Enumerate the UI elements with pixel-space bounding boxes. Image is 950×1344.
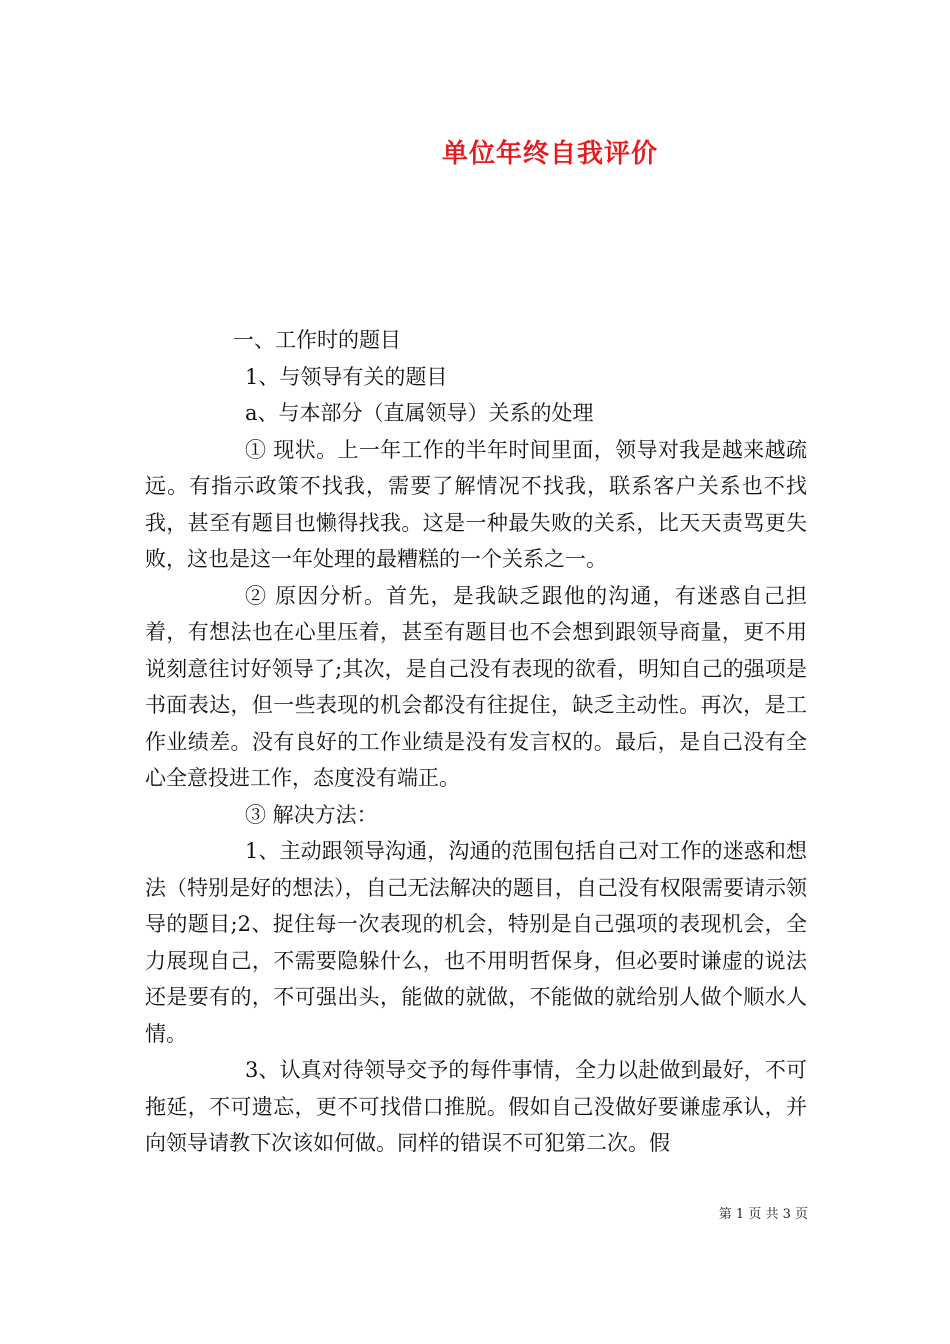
subsection-heading: 1、与领导有关的题目 — [245, 364, 448, 389]
paragraph-solution-3: 3、认真对待领导交予的每件事情，全力以赴做到最好，不可拖延，不可遗忘，更不可找借口推脱。假如自己没做好要谦虚承认，并向领导请教下次该如何做。同样的错误不可犯第二次。假 — [145, 1058, 807, 1155]
document-title: 单位年终自我评价 — [441, 139, 658, 169]
paragraph-solution-heading: ③ 解决方法： — [245, 802, 378, 827]
paragraph-status: ① 现状。上一年工作的半年时间里面，领导对我是越来越疏远。有指示政策不找我，需要了解情况不找我，联系客户关系也不找我，甚至有题目也懒得找我。这是一种最失败的关系，比天天责骂更失败，这也是这一年处理的最糟糕的一个关系之一。 — [145, 437, 807, 571]
section-heading: 一、工作时的题目 — [233, 328, 401, 352]
sub-subsection-heading: a、与本部分（直属领导）关系的处理 — [245, 401, 594, 425]
page-number-footer: 第 1 页 共 3 页 — [718, 1207, 808, 1222]
paragraph-cause-analysis: ② 原因分析。首先，是我缺乏跟他的沟通，有迷惑自己担着，有想法也在心里压着，甚至有题目也不会想到跟领导商量，更不用说刻意往讨好领导了;其次，是自己没有表现的欲看，明知自己的强项是书面表达，但一些表现的机会都没有往捉住，缺乏主动性。再次，是工作业绩差。没有良好的工作业绩是没有发言权的。最后，是自己没有全心全意投进工作，态度没有端正。 — [145, 583, 807, 790]
document-body — [145, 322, 807, 1162]
paragraph-solution-1-2: 1、主动跟领导沟通，沟通的范围包括自己对工作的迷惑和想法（特别是好的想法），自己无法解决的题目，自己没有权限需要请示领导的题目;2、捉住每一次表现的机会，特别是自己强项的表现机会，全力展现自己，不需要隐躲什么，也不用明哲保身，但必要时谦虚的说法还是要有的，不可强出头，能做的就做，不能做的就给别人做个顺水人情。 — [145, 839, 807, 1046]
